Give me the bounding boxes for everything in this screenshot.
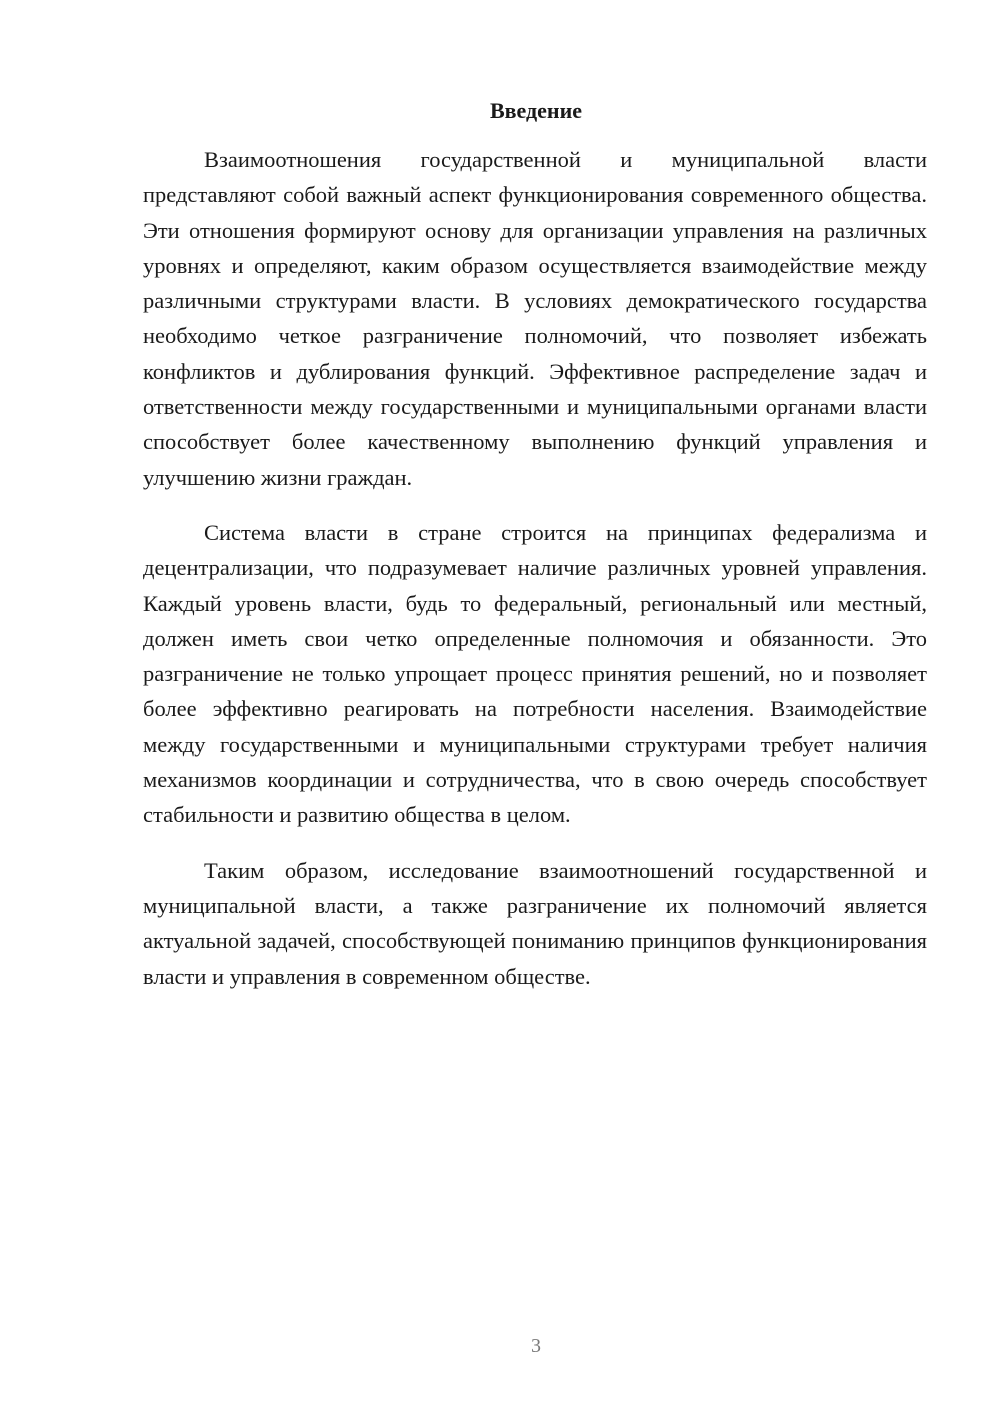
body-text xyxy=(143,142,927,994)
section-heading: Введение xyxy=(489,98,583,123)
page-number: 3 xyxy=(531,1335,541,1357)
paragraph-1: Взаимоотношения государственной и муниципальной власти представляют собой важный аспект функционирования современного общества. Эти отношения формируют основу для организации управления на различных уровнях и определяют, каким образом осуществляется взаимодействие между различными структурами власти. В условиях демократического государства необходимо четкое разграничение полномочий, что позволяет избежать конфликтов и дублирования функций. Эффективное распределение задач и ответственности между государственными и муниципальными органами власти способствует более качественному выполнению функций управления и улучшению жизни граждан. xyxy=(143,147,927,490)
paragraph-2: Система власти в стране строится на принципах федерализма и децентрализации, что подразумевает наличие различных уровней управления. Каждый уровень власти, будь то федеральный, региональный или местный, должен иметь свои четко определенные полномочия и обязанности. Это разграничение не только упрощает процесс принятия решений, но и позволяет более эффективно реагировать на потребности населения. Взаимодействие между государственными и муниципальными структурами требует наличия механизмов координации и сотрудничества, что в свою очередь способствует стабильности и развитию общества в целом. xyxy=(143,519,927,828)
paragraph-3: Таким образом, исследование взаимоотношений государственной и муниципальной власти, а также разграничение их полномочий является актуальной задачей, способствующей пониманию принципов функционирования власти и управления в современном обществе. xyxy=(143,857,927,989)
